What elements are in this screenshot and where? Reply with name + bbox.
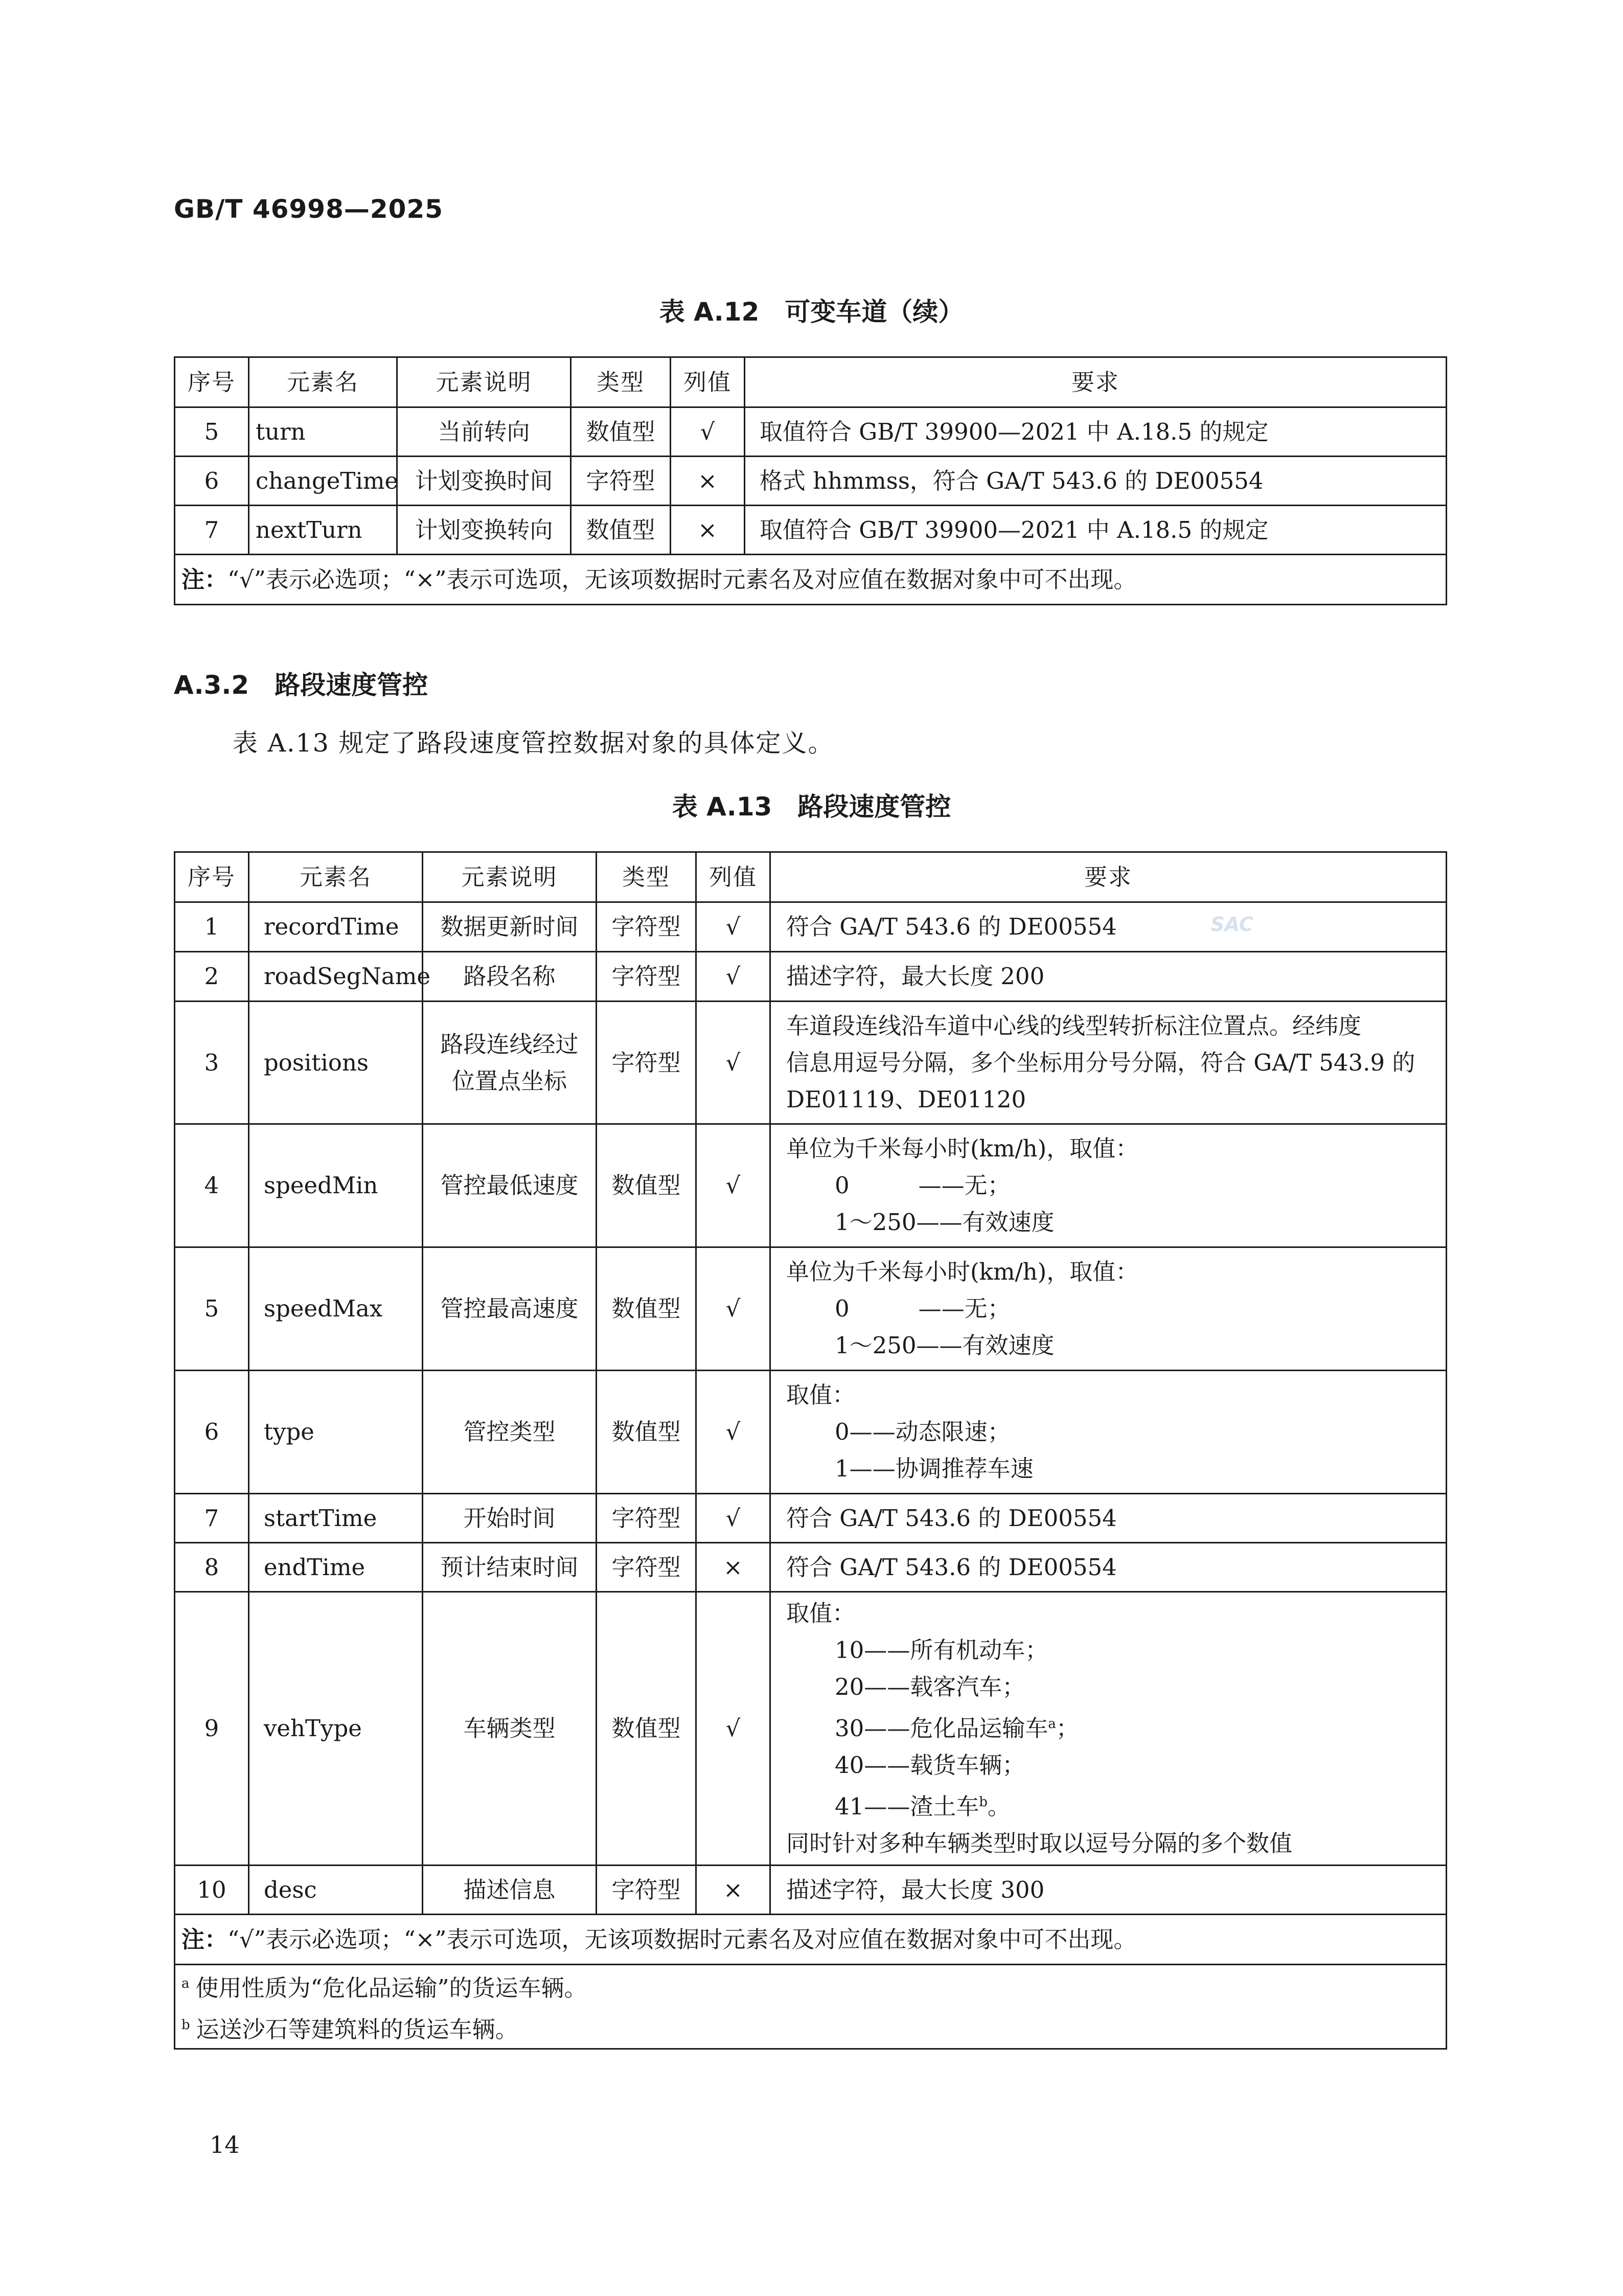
req-line: 10——所有机动车； <box>835 1636 1048 1664</box>
req-line-punct: ； <box>1056 1715 1079 1742</box>
cell-desc: 预计结束时间 <box>423 1543 597 1592</box>
header-cell: 类型 <box>571 357 671 407</box>
table-a13-caption: 表 A.13 路段速度管控 <box>672 792 951 822</box>
req-line: 单位为千米每小时(km/h)，取值： <box>786 1258 1139 1285</box>
table-footnotes-row <box>175 1965 1447 2049</box>
req-line: 1～250——有效速度 <box>835 1209 1055 1236</box>
cell-type: 字符型 <box>597 1002 696 1124</box>
table-row <box>175 1371 1447 1494</box>
table-row <box>175 1002 1447 1124</box>
req-line: 信息用逗号分隔，多个坐标用分号分隔，符合 GA/T 543.9 的 <box>786 1049 1415 1076</box>
table-row <box>175 457 1447 506</box>
cell-type: 数值型 <box>571 506 671 555</box>
cell-name: desc <box>249 1866 423 1915</box>
cell-requirement <box>770 1371 1447 1494</box>
table-header-row <box>175 357 1447 407</box>
cell-req: √ <box>696 1002 770 1124</box>
table-row <box>175 407 1447 457</box>
cell-type: 数值型 <box>597 1371 696 1494</box>
header-cell: 要求 <box>770 852 1447 902</box>
cell-requirement <box>770 1247 1447 1371</box>
table-a13 <box>174 851 1447 2050</box>
req-line <box>786 1784 1439 1825</box>
cell-req: √ <box>696 1124 770 1247</box>
sac-watermark-logo: SAC <box>1210 913 1253 936</box>
header-cell: 序号 <box>175 357 249 407</box>
req-line: 符合 GA/T 543.6 的 DE00554 <box>786 1504 1117 1532</box>
table-footnotes <box>175 1965 1447 2049</box>
cell-name: nextTurn <box>249 506 397 555</box>
footnote-ref-b: b <box>979 1794 988 1810</box>
cell-desc: 车辆类型 <box>423 1592 597 1866</box>
table-row <box>175 1543 1447 1592</box>
cell-name: recordTime <box>249 902 423 952</box>
cell-type: 数值型 <box>597 1247 696 1371</box>
cell-no: 3 <box>175 1002 249 1124</box>
cell-requirement <box>770 1494 1447 1543</box>
req-line: 0 ——无； <box>835 1295 1011 1322</box>
standard-code: GB/T 46998—2025 <box>174 194 444 224</box>
cell-requirement: 取值符合 GB/T 39900—2021 中 A.18.5 的规定 <box>745 506 1447 555</box>
table-row <box>175 506 1447 555</box>
cell-requirement <box>770 1866 1447 1915</box>
header-cell: 类型 <box>597 852 696 902</box>
header-cell: 元素名 <box>249 852 423 902</box>
cell-desc: 计划变换时间 <box>397 457 571 506</box>
cell-desc: 计划变换转向 <box>397 506 571 555</box>
req-line: 1——协调推荐车速 <box>835 1455 1034 1482</box>
cell-no: 10 <box>175 1866 249 1915</box>
cell-req: √ <box>696 902 770 952</box>
req-line: 同时针对多种车辆类型时取以逗号分隔的多个数值 <box>786 1830 1293 1857</box>
cell-desc: 开始时间 <box>423 1494 597 1543</box>
req-line: 符合 GA/T 543.6 的 DE00554 <box>786 1553 1117 1581</box>
cell-no: 6 <box>175 457 249 506</box>
req-line: 描述字符，最大长度 300 <box>786 1876 1045 1903</box>
cell-requirement <box>770 902 1447 952</box>
footnote-ref-a: a <box>1048 1716 1056 1732</box>
table-a12-caption: 表 A.12 可变车道（续） <box>659 297 964 327</box>
cell-req: × <box>696 1543 770 1592</box>
req-line: DE01119、DE01120 <box>786 1085 1026 1113</box>
footnote-mark: b <box>181 2017 190 2033</box>
cell-req: × <box>671 457 745 506</box>
cell-no: 9 <box>175 1592 249 1866</box>
cell-req: √ <box>696 1494 770 1543</box>
cell-desc: 数据更新时间 <box>423 902 597 952</box>
cell-no: 7 <box>175 1494 249 1543</box>
cell-name: roadSegName <box>249 952 423 1002</box>
cell-no: 1 <box>175 902 249 952</box>
cell-type: 字符型 <box>597 952 696 1002</box>
note-label: 注： <box>181 1925 228 1953</box>
cell-name: speedMax <box>249 1247 423 1371</box>
table-row <box>175 1592 1447 1866</box>
cell-name: positions <box>249 1002 423 1124</box>
note-label: 注： <box>181 565 228 593</box>
cell-req: √ <box>696 1247 770 1371</box>
section-intro: 表 A.13 规定了路段速度管控数据对象的具体定义。 <box>233 729 834 758</box>
cell-req: √ <box>696 1371 770 1494</box>
cell-req: √ <box>696 1592 770 1866</box>
req-line-punct: 。 <box>987 1793 1011 1820</box>
footnote-mark: a <box>181 1976 190 1991</box>
cell-no: 2 <box>175 952 249 1002</box>
section-heading <box>174 665 428 701</box>
cell-req: √ <box>696 952 770 1002</box>
note-text: “√”表示必选项；“×”表示可选项，无该项数据时元素名及对应值在数据对象中可不出现。 <box>227 565 1137 593</box>
req-line-text: 41——渣土车 <box>835 1793 979 1820</box>
cell-name: type <box>249 1371 423 1494</box>
desc-line: 路段连线经过 <box>440 1030 579 1058</box>
table-row <box>175 902 1447 952</box>
table-a12 <box>174 356 1447 605</box>
table-row <box>175 1866 1447 1915</box>
cell-no: 4 <box>175 1124 249 1247</box>
cell-requirement: 格式 hhmmss，符合 GA/T 543.6 的 DE00554 <box>745 457 1447 506</box>
cell-req: √ <box>671 407 745 457</box>
req-line: 20——载客汽车； <box>835 1673 1025 1700</box>
table-row <box>175 1494 1447 1543</box>
cell-desc: 管控最低速度 <box>423 1124 597 1247</box>
table-row <box>175 1247 1447 1371</box>
cell-requirement <box>770 1124 1447 1247</box>
cell-requirement <box>770 1543 1447 1592</box>
req-line: 取值： <box>786 1381 856 1408</box>
footnote-text: 使用性质为“危化品运输”的货运车辆。 <box>195 1974 587 2002</box>
cell-type: 字符型 <box>597 1543 696 1592</box>
req-line-text: 30——危化品运输车 <box>835 1715 1048 1742</box>
req-line: 1～250——有效速度 <box>835 1332 1055 1359</box>
cell-req: × <box>671 506 745 555</box>
cell-type: 数值型 <box>597 1124 696 1247</box>
req-line: 取值： <box>786 1600 856 1627</box>
header-cell: 元素说明 <box>423 852 597 902</box>
table-note <box>175 555 1447 605</box>
table-note-row <box>175 1915 1447 1965</box>
desc-line: 位置点坐标 <box>451 1067 567 1095</box>
cell-type: 字符型 <box>597 1494 696 1543</box>
table-row <box>175 1124 1447 1247</box>
cell-requirement <box>770 1592 1447 1866</box>
cell-requirement: 取值符合 GB/T 39900—2021 中 A.18.5 的规定 <box>745 407 1447 457</box>
footnote <box>181 2007 1439 2048</box>
page-number: 14 <box>210 2131 240 2158</box>
section-number: A.3.2 <box>174 670 249 700</box>
cell-desc: 管控类型 <box>423 1371 597 1494</box>
cell-type: 字符型 <box>571 457 671 506</box>
cell-no: 5 <box>175 407 249 457</box>
cell-no: 6 <box>175 1371 249 1494</box>
header-cell: 序号 <box>175 852 249 902</box>
cell-name: changeTime <box>249 457 397 506</box>
req-line: 0 ——无； <box>835 1172 1011 1199</box>
cell-name: endTime <box>249 1543 423 1592</box>
footnote-text: 运送沙石等建筑料的货运车辆。 <box>196 2016 518 2043</box>
req-line: 单位为千米每小时(km/h)，取值： <box>786 1135 1139 1162</box>
table-row <box>175 952 1447 1002</box>
req-line: 40——载货车辆； <box>835 1752 1025 1779</box>
cell-requirement <box>770 1002 1447 1124</box>
cell-no: 5 <box>175 1247 249 1371</box>
cell-desc: 描述信息 <box>423 1866 597 1915</box>
header-cell: 元素说明 <box>397 357 571 407</box>
cell-desc: 当前转向 <box>397 407 571 457</box>
cell-desc: 管控最高速度 <box>423 1247 597 1371</box>
cell-name: vehType <box>249 1592 423 1866</box>
req-line: 描述字符，最大长度 200 <box>786 963 1045 990</box>
note-text: “√”表示必选项；“×”表示可选项，无该项数据时元素名及对应值在数据对象中可不出现。 <box>227 1925 1137 1953</box>
cell-name: startTime <box>249 1494 423 1543</box>
req-line: 0——动态限速； <box>835 1418 1011 1445</box>
section-title: 路段速度管控 <box>275 670 428 700</box>
header-cell: 元素名 <box>249 357 397 407</box>
cell-desc: 路段名称 <box>423 952 597 1002</box>
cell-type: 字符型 <box>597 1866 696 1915</box>
cell-no: 8 <box>175 1543 249 1592</box>
table-note <box>175 1915 1447 1965</box>
cell-desc <box>423 1002 597 1124</box>
header-cell: 要求 <box>745 357 1447 407</box>
cell-type: 数值型 <box>597 1592 696 1866</box>
cell-name: speedMin <box>249 1124 423 1247</box>
header-cell: 列值 <box>696 852 770 902</box>
req-line: 车道段连线沿车道中心线的线型转折标注位置点。经纬度 <box>786 1012 1362 1039</box>
cell-type: 字符型 <box>597 902 696 952</box>
footnote <box>181 1965 1439 2007</box>
table-note-row <box>175 555 1447 605</box>
cell-req: × <box>696 1866 770 1915</box>
header-cell: 列值 <box>671 357 745 407</box>
cell-name: turn <box>249 407 397 457</box>
req-line <box>786 1706 1439 1747</box>
cell-type: 数值型 <box>571 407 671 457</box>
cell-requirement <box>770 952 1447 1002</box>
cell-no: 7 <box>175 506 249 555</box>
req-line: 符合 GA/T 543.6 的 DE00554 <box>786 913 1117 940</box>
table-header-row <box>175 852 1447 902</box>
